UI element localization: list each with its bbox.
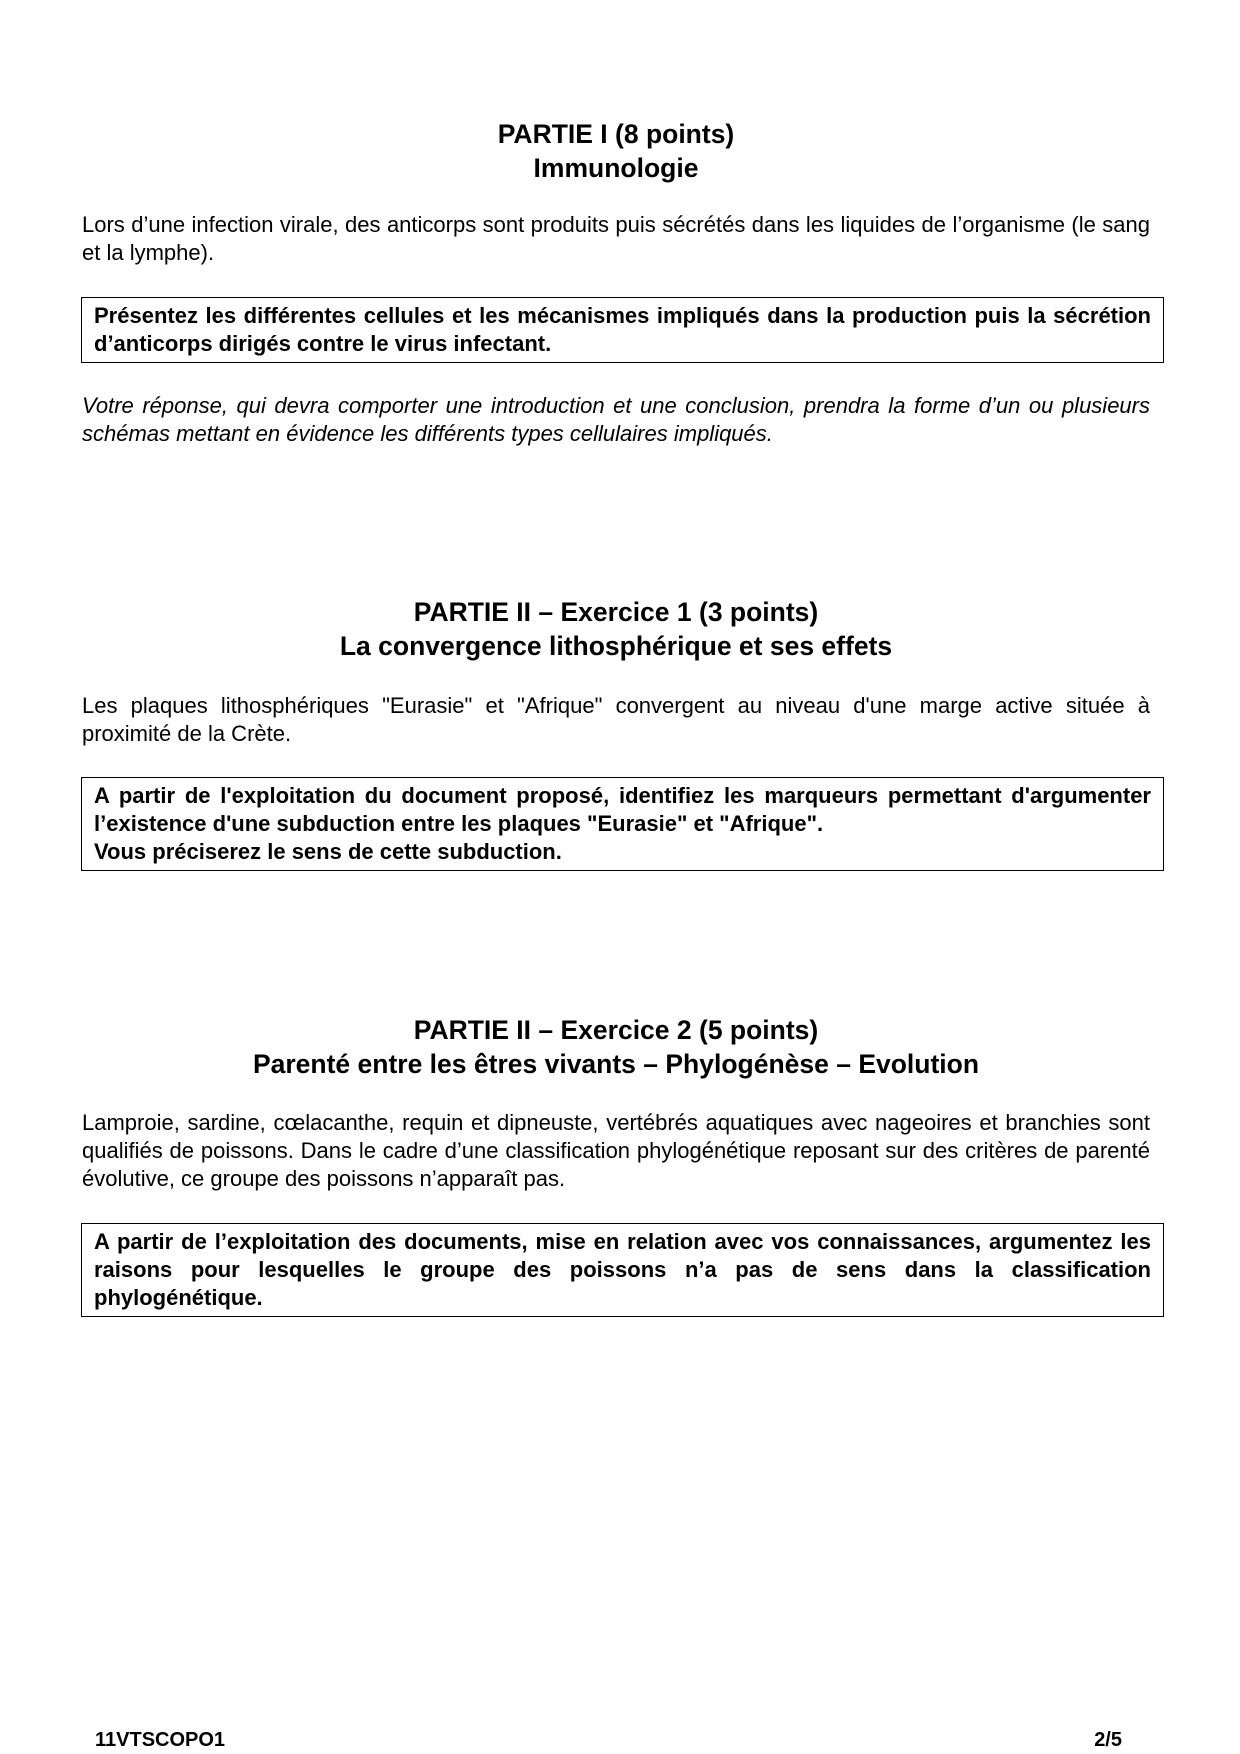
part2-ex1-question: A partir de l'exploitation du document proposé, identifiez les marqueurs permettant d'argumenter l’existence d'une subduction entre les plaques "Eurasie" et "Afrique". <box>94 783 1151 836</box>
part2-ex1-question-box <box>81 777 1164 871</box>
footer-code: 11VTSCOPO1 <box>95 1729 226 1751</box>
part1-heading <box>82 117 1150 185</box>
part2-ex2-question-box <box>81 1223 1164 1317</box>
part1-subtitle: Immunologie <box>533 153 699 183</box>
part2-ex1-question-container <box>81 777 1164 871</box>
part1-question: Présentez les différentes cellules et les mécanismes impliqués dans la production puis la sécrétion d’anticorps dirigés contre le virus infectant. <box>81 297 1164 363</box>
part2-ex2-question: A partir de l’exploitation des documents, mise en relation avec vos connaissances, argumentez les raisons pour lesquelles le groupe des poissons n’a pas de sens dans la classification phylogénétique. <box>81 1223 1164 1317</box>
part1-intro-block <box>82 211 1150 267</box>
part2-ex1-subtitle: La convergence lithosphérique et ses effets <box>339 631 893 661</box>
part2-ex2-title: PARTIE II – Exercice 2 (5 points) <box>413 1015 819 1045</box>
part1-title: PARTIE I (8 points) <box>497 119 735 149</box>
part2-ex2-heading <box>82 1013 1150 1081</box>
part1-instructions-block <box>82 392 1150 448</box>
part2-ex1-intro: Les plaques lithosphériques "Eurasie" et "Afrique" convergent au niveau d'une marge active située à proximité de la Crète. <box>82 693 1150 746</box>
part2-ex1-intro-block <box>82 692 1150 748</box>
part2-ex2-intro: Lamproie, sardine, cœlacanthe, requin et dipneuste, vertébrés aquatiques avec nageoires et branchies sont qualifiés de poissons. Dans le cadre d’une classification phylogénétique reposant sur des critères de parenté évolutive, ce groupe des poissons n’apparaît pas. <box>82 1110 1150 1191</box>
part1-instructions: Votre réponse, qui devra comporter une introduction et une conclusion, prendra la forme d’un ou plusieurs schémas mettant en évidence les différents types cellulaires impliqués. <box>82 393 1150 446</box>
part1-question-box <box>81 297 1164 363</box>
part1-intro: Lors d’une infection virale, des anticorps sont produits puis sécrétés dans les liquides de l’organisme (le sang et la lymphe). <box>82 212 1150 265</box>
part2-ex2-intro-block <box>82 1109 1150 1193</box>
part2-ex1-question-line2: Vous préciserez le sens de cette subduction. <box>94 839 562 864</box>
part2-ex2-subtitle: Parenté entre les êtres vivants – Phylogénèse – Evolution <box>252 1049 980 1079</box>
footer-page-number: 2/5 <box>1094 1729 1122 1751</box>
part2-ex1-title: PARTIE II – Exercice 1 (3 points) <box>413 597 819 627</box>
part2-ex1-heading <box>82 595 1150 663</box>
